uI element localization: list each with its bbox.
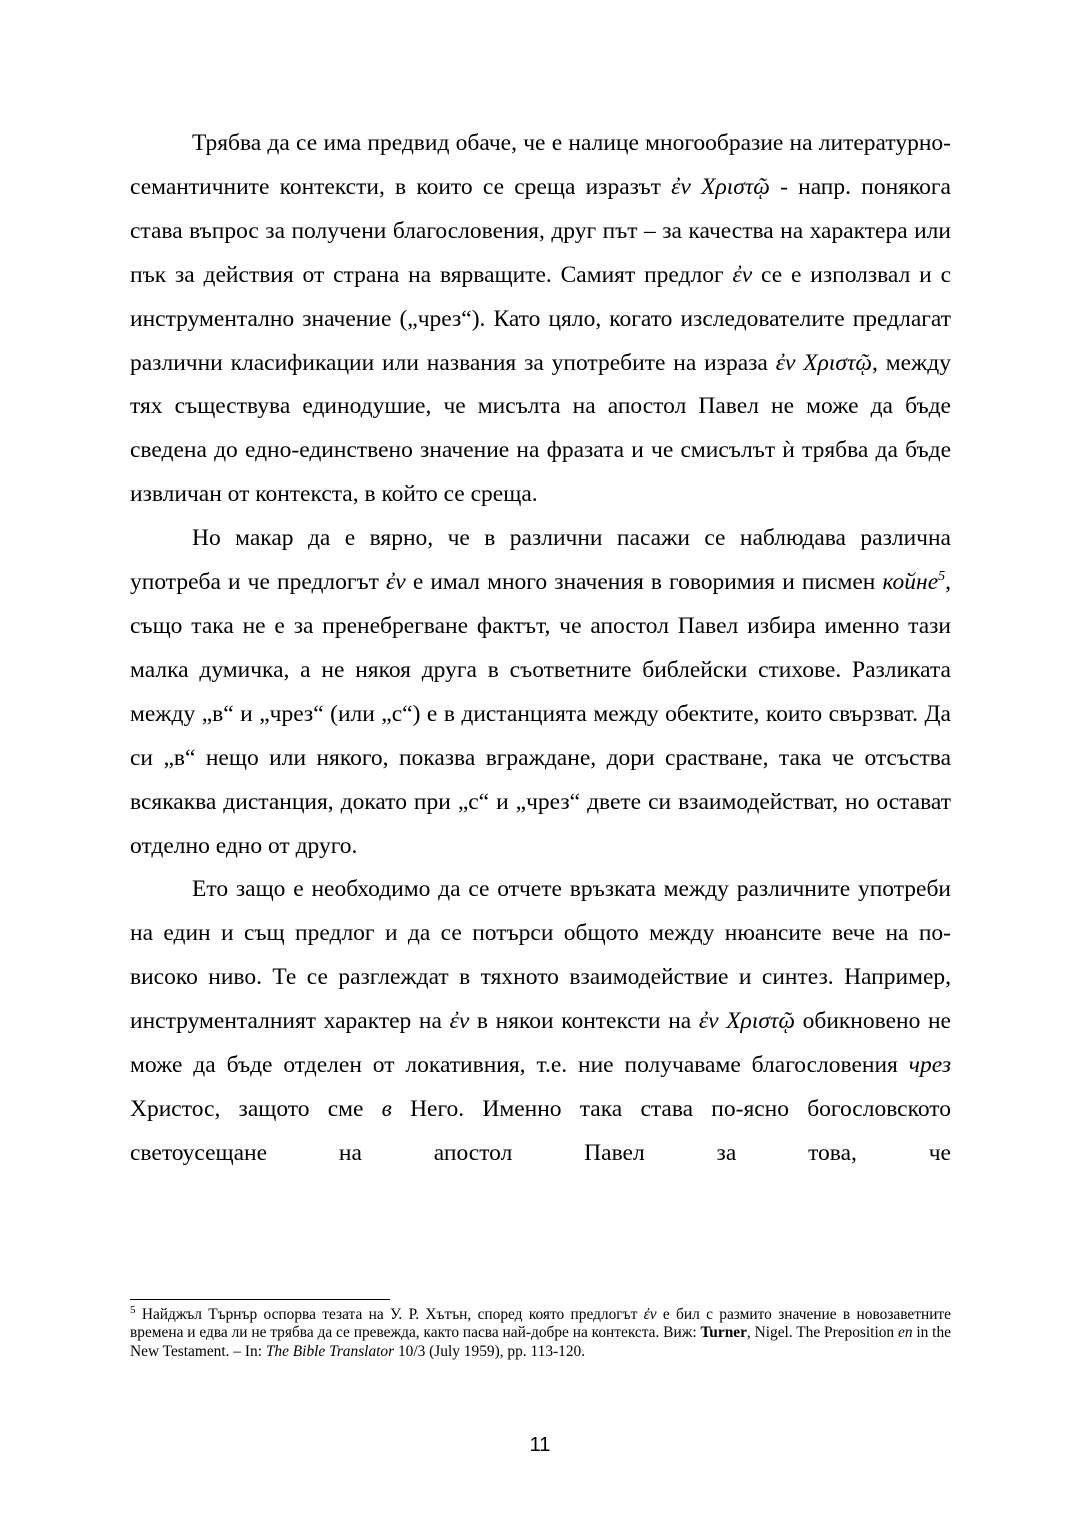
footnote-author: Turner xyxy=(700,1324,747,1342)
paragraph-1 xyxy=(130,122,951,517)
footnote-text-4: in the New Testament. – In: xyxy=(130,1324,951,1360)
paragraph-2 xyxy=(130,517,951,868)
greek-word: ἐν xyxy=(643,1306,657,1323)
paragraph-2-text-2: е имал много значения в говоримия и писмен xyxy=(405,569,883,596)
paragraph-3-text-4: Христос, защото сме xyxy=(130,1095,382,1122)
greek-word: ἐν xyxy=(386,569,406,596)
greek-word: ἐν xyxy=(449,1008,470,1035)
paragraph-1-text-1: Трябва да се има предвид обаче, че е налице многообразие на литературно-семантичните контексти, в които се среща изразът xyxy=(130,130,951,200)
paragraph-3-text-3: обикновено не може да бъде отделен от локативния, т.е. ние получаваме благословения xyxy=(130,1008,951,1079)
paragraph-1-text-2: - напр. понякога става въпрос за получени благословения, друг път – за качества на характера или пък за действия от страна на вярващите. Самият предлог xyxy=(130,173,951,288)
paragraph-2-text-1: Но макар да е вярно, че в различни пасажи се наблюдава различна употреба и че предлогът xyxy=(130,525,951,596)
paragraph-3-text-5: Него. Именно така става по-ясно богословското светоусещане на апостол Павел за това, че xyxy=(130,1095,951,1166)
greek-phrase: ἐν Χριστῷ xyxy=(671,173,770,200)
paragraph-2-text-3: , също така не е за пренебрегване фактът, че апостол Павел избира именно тази малка думичка, а не някоя друга в съответните библейски стихове. Разликата между „в“ и „чрез“ (или „с“) е в дистанцията между обектите, които свързват. Да си „в“ нещо или някого, показва вграждане, дори срастване, така че отсъства всякаква дистанция, докато при „с“ и „чрез“ двете си взаимодействат, но остават отделно едно от друго. xyxy=(130,569,951,859)
footnote-journal: The Bible Translator xyxy=(265,1342,395,1360)
emphasis-word: чрез xyxy=(908,1052,951,1079)
footnote-text-5: 10/3 (July 1959), pp. 113-120. xyxy=(394,1342,586,1360)
footnote-en-word: en xyxy=(897,1324,913,1342)
footnote-mark: 5 xyxy=(130,1303,136,1316)
greek-phrase: ἐν Χριστῷ xyxy=(698,1008,795,1035)
footnote-reference: 5 xyxy=(938,569,946,585)
emphasis-word: в xyxy=(381,1095,392,1122)
koine-term: койне xyxy=(882,569,939,596)
paragraph-1-text-4: , между тях съществува единодушие, че мисълта на апостол Павел не може да бъде сведена до едно-единствено значение на фразата и че смисълът ѝ трябва да бъде извличан от контекста, в който се среща. xyxy=(130,349,952,508)
page-number: 11 xyxy=(529,1434,551,1456)
footnote-separator xyxy=(130,1299,390,1300)
footnote xyxy=(130,1303,951,1361)
footnote-text-3: , Nigel. The Preposition xyxy=(746,1324,898,1342)
greek-word: ἐν xyxy=(732,261,753,288)
body-text xyxy=(130,122,951,1176)
paragraph-3 xyxy=(130,868,951,1175)
paragraph-1-text-3: се е използвал и с инструментално значение („чрез“). Като цяло, когато изследователите предлагат различни класификации или названия за употребите на израза xyxy=(130,261,951,376)
footnote-text-2: е бил с размито значение в новозаветните времена и едва ли не трябва да се превежда, както пасва най-добре на контекста. Виж: xyxy=(130,1306,951,1342)
paragraph-3-text-1: Ето защо е необходимо да се отчете връзката между различните употреби на един и същ предлог и да се потърси общото между нюансите вече на по-високо ниво. Те се разглеждат в тяхното взаимодействие и синтез. Например, инструменталният характер на xyxy=(130,876,951,1035)
greek-phrase: ἐν Χριστῷ xyxy=(775,349,873,376)
paragraph-3-text-2: в някои контексти на xyxy=(469,1008,699,1035)
footnote-text-1: Найджъл Търнър оспорва тезата на У. Р. Хътън, според която предлогът xyxy=(135,1306,644,1323)
